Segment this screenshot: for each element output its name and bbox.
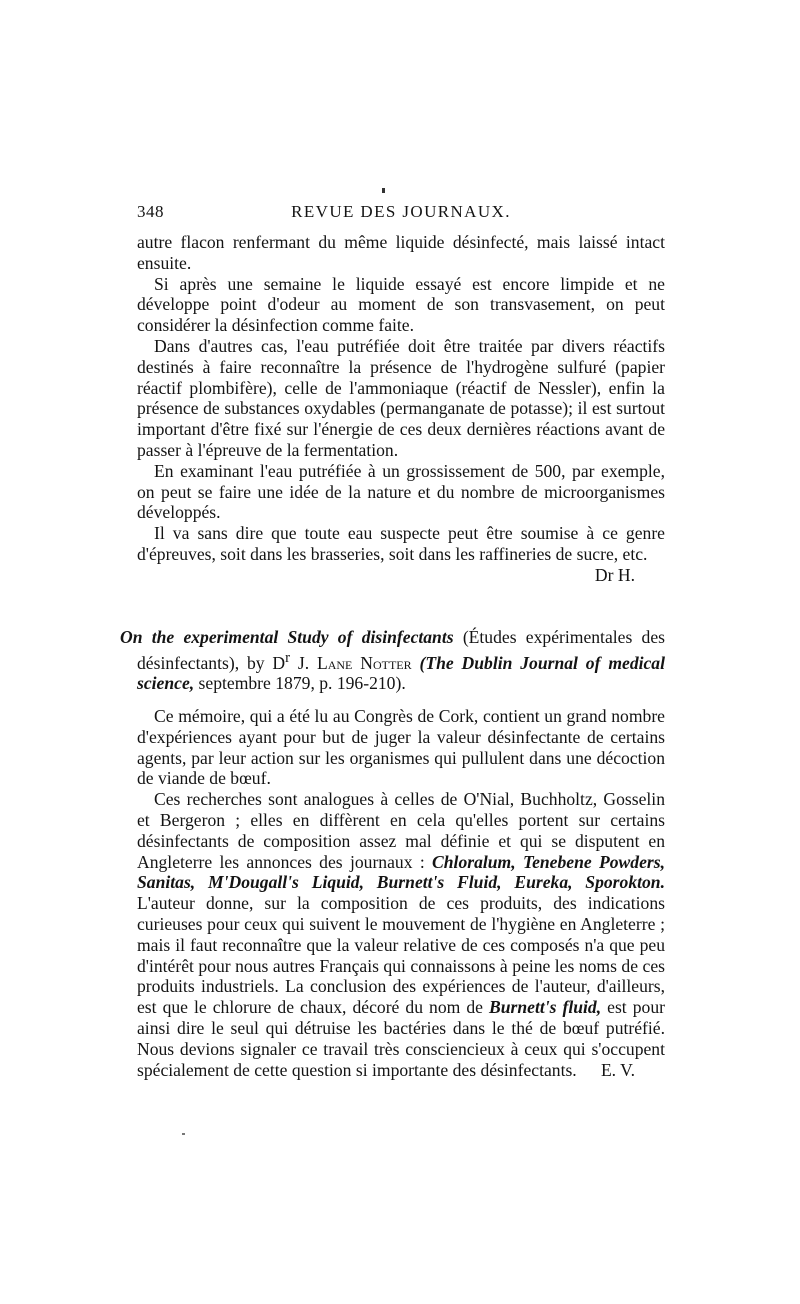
product-name: Burnett's fluid, — [488, 997, 602, 1018]
page-number: 348 — [137, 202, 164, 221]
article-citation — [120, 627, 665, 694]
print-mark — [382, 188, 385, 193]
title-superscript: r — [285, 649, 291, 666]
article-title-italic: On the experimental Study of disinfectants — [120, 627, 454, 647]
signature: E. V. — [600, 1059, 635, 1080]
paragraph-text: Ces recherches sont analogues à celles de O'Nial, Buchholtz, Gosselin et Bergeron ; elles en diffèrent en cela qu'elles portent sur certains désinfectants de composition assez mal définie et qui se disputent en Angleterre les annonces des journaux : — [137, 789, 665, 872]
running-title: REVUE DES JOURNAUX. — [291, 202, 511, 221]
running-header — [137, 202, 665, 228]
paragraph — [137, 789, 665, 1080]
article-author: J. Lane Notter — [290, 652, 420, 673]
paragraph-with-signature — [137, 523, 665, 585]
signature: Dr H. — [594, 564, 635, 585]
paragraph: autre flacon renfermant du même liquide désinfecté, mais laissé intact ensuite. — [137, 232, 665, 273]
article-pages: septembre 1879, p. 196-210). — [194, 673, 406, 694]
section-water-analysis — [137, 232, 665, 586]
paragraph-text: L'auteur donne, sur la composition de ces produits, des indications curieuses pour ceux qui suivent le mouvement de l'hygiène en Angleterre ; mais il faut reconnaître que la valeur relative de ces composés n'a que peu d'intérêt pour nous autres Français qui connaissons à peine les noms de ces produits industriels. La conclusion des expériences de l'auteur, d'ailleurs, est que le chlorure de chaux, décoré du nom de — [137, 893, 665, 1018]
print-mark — [182, 1133, 185, 1135]
product-names: Chloralum, Tenebene Powders, Sanitas, M'Dougall's Liquid, Burnett's Fluid, Eureka, Sporokton. — [137, 851, 665, 893]
section-disinfectants-review — [137, 706, 665, 1080]
paragraph: Si après une semaine le liquide essayé est encore limpide et ne développe point d'odeur au moment de son transvasement, on peut considérer la désinfection comme faite. — [137, 273, 665, 336]
paragraph: En examinant l'eau putréfiée à un grossissement de 500, par exemple, on peut se faire une idée de la nature et du nombre de microorganismes développés. — [137, 460, 665, 523]
paragraph-text: est pour ainsi dire le seul qui détruise les bactéries dans le thé de bœuf putréfié. Nous devions signaler ce travail très consciencieux à ceux qui s'occupent spécialement de cette question si importante des désinfectants. — [137, 997, 665, 1080]
article-title-translation: (Études expérimentales des désinfectants), by D — [137, 627, 665, 673]
article-title — [120, 627, 665, 694]
paragraph: Dans d'autres cas, l'eau putréfiée doit être traitée par divers réactifs destinés à faire reconnaître la présence de l'hydrogène sulfuré (papier réactif plombifère), celle de l'ammoniaque (réactif de Nessler), enfin la présence de substances oxydables (permanganate de potasse); il est surtout important d'être fixé sur l'énergie de ces deux dernières réactions avant de passer à l'épreuve de la fermentation. — [137, 335, 665, 460]
journal-name: (The Dublin Journal of medical science, — [137, 652, 665, 694]
paragraph-text: Il va sans dire que toute eau suspecte peut être soumise à ce genre d'épreuves, soit dans les brasseries, soit dans les raffineries de sucre, etc. — [137, 523, 665, 564]
paragraph: Ce mémoire, qui a été lu au Congrès de Cork, contient un grand nombre d'expériences ayant pour but de juger la valeur désinfectante de certains agents, par leur action sur les organismes qui pullulent dans une décoction de viande de bœuf. — [137, 706, 665, 789]
